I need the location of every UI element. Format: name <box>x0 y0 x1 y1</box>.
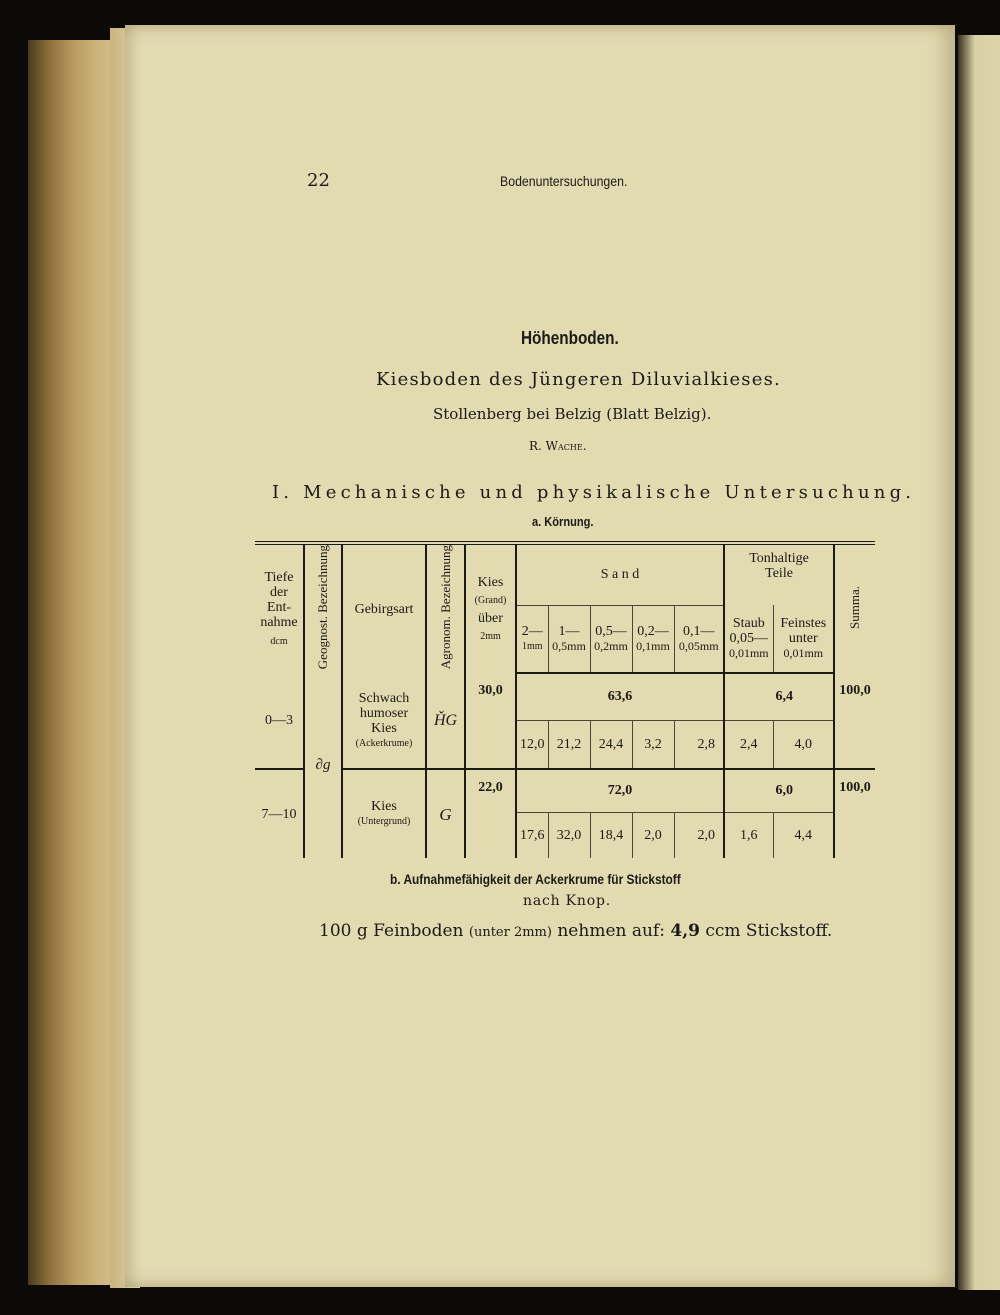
section-heading: I. Mechanische und physikalische Untersuchung. <box>272 482 916 503</box>
cell-sum: 100,0 <box>834 673 875 769</box>
fraction-label: Feinstes <box>780 616 827 632</box>
cell-depth: 7—10 <box>261 806 297 822</box>
next-page-edge <box>958 35 1000 1290</box>
cell-sand-value: 2,0 <box>632 812 674 858</box>
subtitle: Kiesboden des Jüngeren Diluvialkieses. <box>376 369 781 390</box>
fraction-unit: 0,5mm <box>552 639 586 654</box>
fraction-unit: 0,1mm <box>636 639 670 654</box>
cell-clay-total: 6,4 <box>724 673 834 720</box>
result-line <box>319 921 832 941</box>
header-sand-fraction <box>674 605 724 673</box>
header-sand-fraction <box>632 605 674 673</box>
header-clay-fraction <box>773 605 834 673</box>
header-text: Agronom. Bezeichnung <box>437 545 453 670</box>
header-text: Kies <box>477 574 504 590</box>
header-unit: 2mm <box>480 630 501 642</box>
grain-size-table <box>255 541 875 858</box>
rock-text: humoser <box>359 705 409 721</box>
result-note: (unter 2mm) <box>468 925 552 940</box>
cell-sand-value: 21,2 <box>548 720 590 769</box>
location: Stollenberg bei Belzig (Blatt Belzig). <box>433 405 712 423</box>
result-text: 100 g Feinboden <box>319 921 464 941</box>
rock-text: Schwach <box>358 690 410 706</box>
rock-note: (Ackerkrume) <box>355 737 413 749</box>
cell-sand-total: 63,6 <box>516 673 724 720</box>
rock-text: Kies <box>371 799 397 815</box>
header-clay-fraction <box>724 605 773 673</box>
cell-clay-value: 4,0 <box>773 720 834 769</box>
cell-sand-value: 2,0 <box>674 812 724 858</box>
subsection-heading: a. Körnung. <box>532 514 594 529</box>
header-gravel <box>465 543 516 673</box>
header-sum <box>834 543 875 673</box>
cell-agronom: ȞG <box>426 673 465 769</box>
header-depth <box>255 543 304 673</box>
header-text: Ent- <box>266 599 292 615</box>
cell-rock <box>342 673 426 769</box>
fraction-unit: 0,01mm <box>783 646 824 661</box>
header-clay <box>724 543 834 605</box>
header-text: Tiefe <box>264 569 294 585</box>
cell-sum: 100,0 <box>834 769 875 858</box>
fraction-range: 0,1— <box>683 624 715 640</box>
cell-sand-total: 72,0 <box>516 769 724 812</box>
fraction-unit: 0,2mm <box>594 639 628 654</box>
result-unit: ccm Stickstoff. <box>705 921 833 941</box>
fraction-range: unter <box>788 631 818 647</box>
header-text: nahme <box>260 614 298 630</box>
cell-sand-value: 32,0 <box>548 812 590 858</box>
cell-clay-value: 2,4 <box>724 720 773 769</box>
running-title: Bodenuntersuchungen. <box>500 173 628 189</box>
header-unit: dcm <box>270 635 288 647</box>
cell-gravel: 30,0 <box>465 673 516 769</box>
result-text: nehmen auf: <box>557 921 665 941</box>
cell-depth: 0—3 <box>255 673 304 769</box>
header-sand-fraction <box>548 605 590 673</box>
cell-clay-value: 1,6 <box>724 812 773 858</box>
cell-sand-value: 12,0 <box>516 720 548 769</box>
fraction-unit: 1mm <box>521 641 543 653</box>
cell-gravel: 22,0 <box>465 769 516 858</box>
subsection-heading-b: b. Aufnahmefähigkeit der Ackerkrume für Stickstoff <box>390 871 681 887</box>
page-title: Höhenboden. <box>521 328 619 348</box>
header-text: (Grand) <box>474 594 507 606</box>
cell-agronom: G <box>426 769 465 858</box>
cell-rock <box>342 769 426 858</box>
header-text: Summa. <box>847 585 863 629</box>
fraction-range: 0,5— <box>595 624 627 640</box>
header-rock: Gebirgsart <box>342 543 426 673</box>
fraction-unit: 0,05mm <box>678 639 719 654</box>
cell-geognost: ∂g <box>304 673 342 858</box>
header-sand-fraction <box>590 605 632 673</box>
fraction-unit: 0,01mm <box>728 646 769 661</box>
result-value: 4,9 <box>670 921 700 941</box>
page-number: 22 <box>307 170 330 191</box>
fraction-range: 1— <box>558 624 580 640</box>
cell-sand-value: 17,6 <box>516 812 548 858</box>
header-text: Geognost. Bezeichnung <box>315 545 330 670</box>
header-sand: S a n d <box>516 543 724 605</box>
fraction-range: 0,2— <box>637 624 669 640</box>
rock-text: Kies <box>371 720 397 736</box>
fraction-label: Staub <box>732 616 765 632</box>
cell-sand-value: 18,4 <box>590 812 632 858</box>
rock-note: (Untergrund) <box>357 816 411 828</box>
cell-sand-value: 24,4 <box>590 720 632 769</box>
cell-sand-value: 2,8 <box>674 720 724 769</box>
fraction-range: 2— <box>521 624 543 640</box>
header-text: Teile <box>765 566 793 581</box>
header-text: über <box>478 610 503 626</box>
header-sand-fraction <box>516 605 548 673</box>
header-geognost <box>304 543 342 673</box>
header-text: der <box>270 584 288 600</box>
fraction-range: 0,05— <box>729 631 769 647</box>
cell-clay-total: 6,0 <box>724 769 834 812</box>
header-agronom <box>426 543 465 673</box>
subsection-subheading: nach Knop. <box>523 893 611 909</box>
cell-sand-value: 3,2 <box>632 720 674 769</box>
cell-clay-value: 4,4 <box>773 812 834 858</box>
header-text: Tonhaltige <box>749 551 809 566</box>
author: R. Wache. <box>529 439 587 453</box>
